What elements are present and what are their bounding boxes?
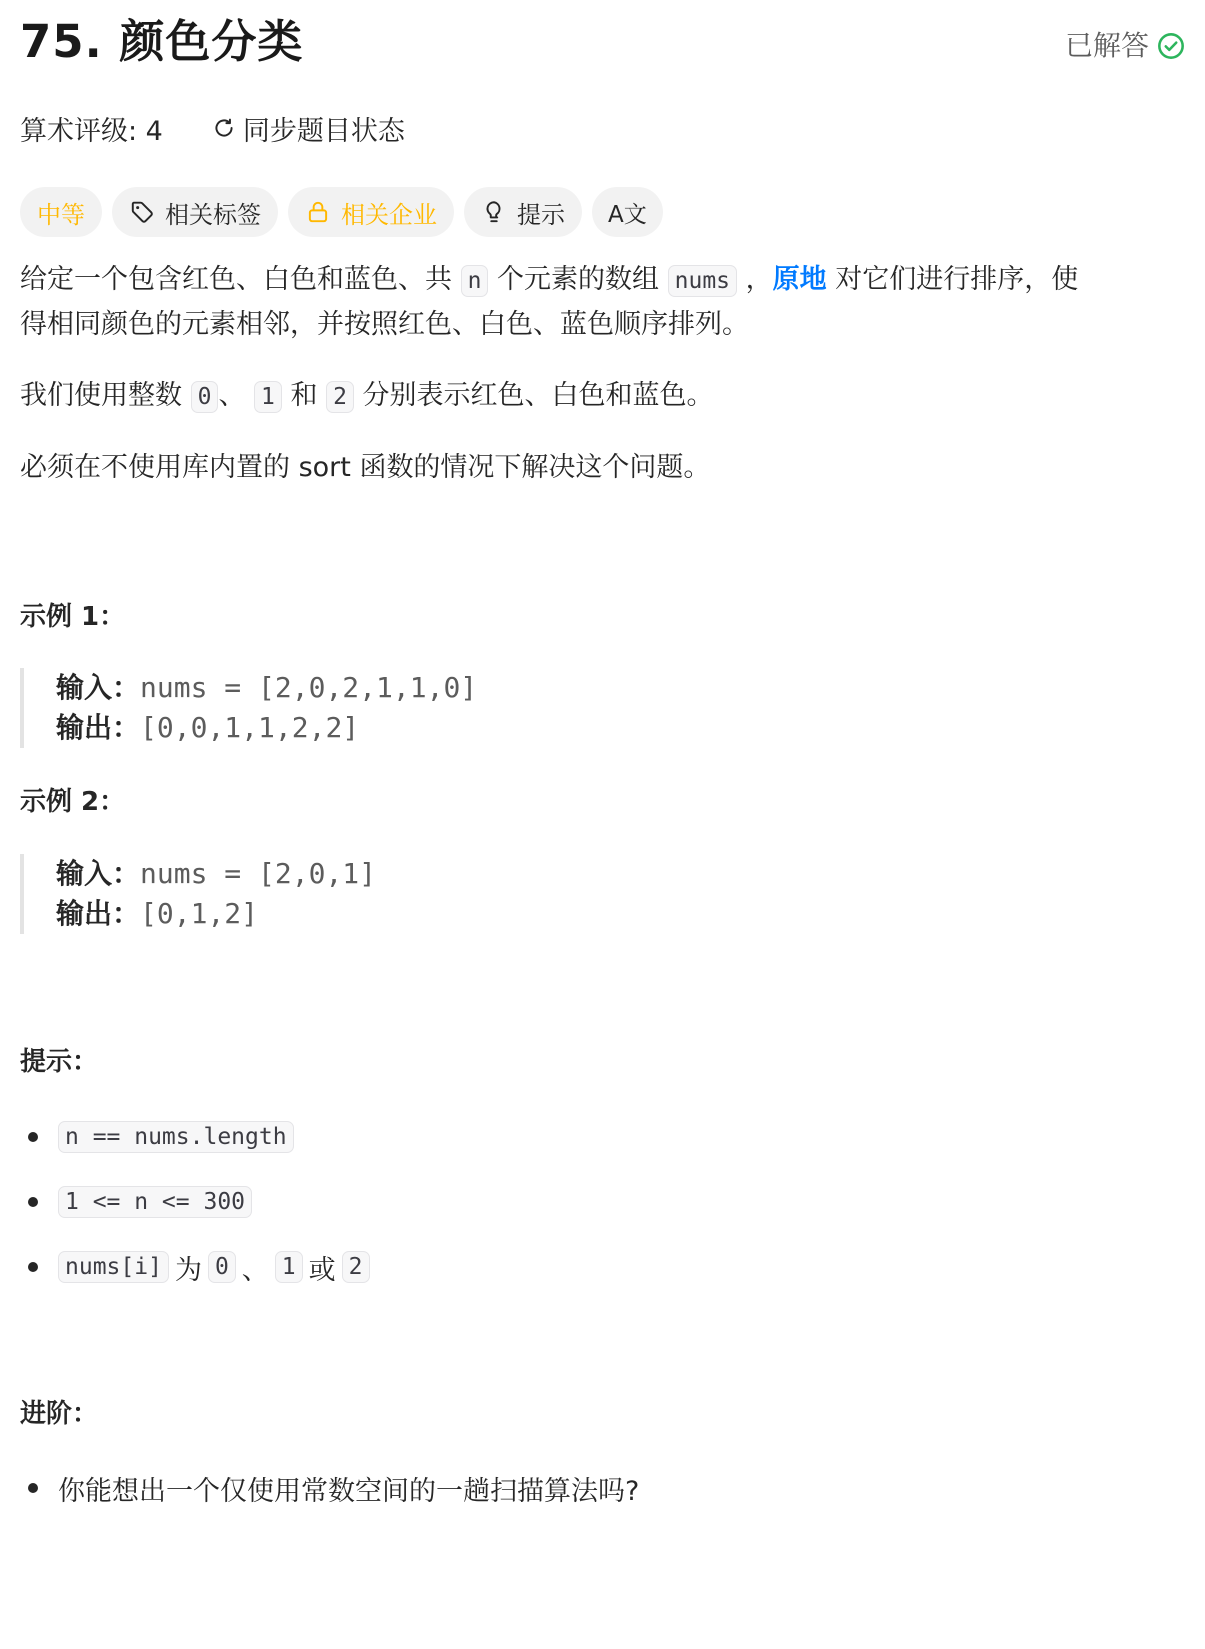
example-2-heading: 示例 2： bbox=[20, 787, 126, 817]
check-circle-icon bbox=[1157, 32, 1185, 60]
text: 、 bbox=[241, 1254, 269, 1286]
example-1-heading: 示例 1： bbox=[20, 602, 126, 632]
related-companies-button[interactable] bbox=[288, 187, 454, 237]
input-value: nums = [2,0,1] bbox=[140, 857, 377, 890]
text: 个元素的数组 bbox=[488, 264, 668, 295]
solved-status bbox=[1065, 26, 1185, 66]
bullet-dot bbox=[28, 1262, 38, 1272]
follow-up-text: 你能想出一个仅使用常数空间的一趟扫描算法吗? bbox=[58, 1475, 640, 1507]
text: 我们使用整数 bbox=[20, 380, 191, 411]
input-label: 输入： bbox=[56, 671, 141, 704]
input-label: 输入： bbox=[56, 857, 141, 890]
text: ， bbox=[737, 264, 773, 295]
inline-code: nums[i] bbox=[58, 1251, 169, 1283]
text: 、 bbox=[218, 380, 255, 411]
tags-row bbox=[20, 186, 673, 238]
problem-title[interactable]: 75. 颜色分类 bbox=[20, 15, 304, 68]
bullet-dot bbox=[28, 1132, 38, 1142]
in-place-link[interactable]: 原地 bbox=[772, 264, 827, 295]
output-value: [0,0,1,1,2,2] bbox=[140, 711, 360, 744]
text: 对它们进行排序，使 bbox=[826, 264, 1079, 295]
sync-label: 同步题目状态 bbox=[242, 115, 405, 147]
description-paragraph-1 bbox=[20, 258, 1185, 347]
example-1-block bbox=[20, 668, 620, 748]
list-item bbox=[20, 1468, 1185, 1508]
inline-code: 1 bbox=[254, 381, 282, 413]
constraints-heading: 提示： bbox=[20, 1047, 99, 1077]
difficulty-rating: 算术评级: 4 bbox=[20, 115, 163, 147]
example-2-block bbox=[20, 854, 620, 934]
related-tags-button[interactable] bbox=[112, 187, 278, 237]
text: 给定一个包含红色、白色和蓝色、共 bbox=[20, 264, 461, 295]
inline-code: nums bbox=[668, 265, 737, 297]
inline-code: n == nums.length bbox=[58, 1121, 294, 1153]
lightbulb-icon bbox=[481, 199, 507, 225]
inline-code: 2 bbox=[326, 381, 354, 413]
text: 或 bbox=[308, 1254, 336, 1286]
hints-button[interactable] bbox=[464, 187, 582, 237]
example-output-line bbox=[56, 894, 620, 934]
sync-status-button[interactable] bbox=[211, 109, 405, 148]
inline-code: 2 bbox=[342, 1251, 370, 1283]
tag-icon bbox=[129, 199, 155, 225]
text: 分别表示红色、白色和蓝色。 bbox=[353, 380, 714, 411]
hints-label: 提示 bbox=[517, 200, 565, 229]
text: 为 bbox=[174, 1254, 202, 1286]
output-value: [0,1,2] bbox=[140, 897, 259, 930]
inline-code: n bbox=[461, 265, 489, 297]
example-input-line bbox=[56, 668, 620, 708]
related-companies-label: 相关企业 bbox=[341, 200, 437, 229]
inline-code: 1 bbox=[275, 1251, 303, 1283]
output-label: 输出： bbox=[56, 897, 141, 930]
example-output-line bbox=[56, 708, 620, 748]
follow-up-heading: 进阶： bbox=[20, 1399, 99, 1429]
description-paragraph-3: 必须在不使用库内置的 sort 函数的情况下解决这个问题。 bbox=[20, 452, 711, 483]
title-row bbox=[20, 6, 1185, 78]
list-item bbox=[20, 1117, 1185, 1157]
difficulty-tag[interactable]: 中等 bbox=[20, 187, 102, 237]
follow-up-list bbox=[20, 1468, 1185, 1533]
translate-icon: A文 bbox=[608, 201, 647, 228]
bullet-dot bbox=[28, 1197, 38, 1207]
description-paragraph-2 bbox=[20, 374, 1185, 419]
inline-code: 0 bbox=[208, 1251, 236, 1283]
meta-row bbox=[20, 108, 405, 148]
text: 和 bbox=[281, 380, 327, 411]
refresh-icon bbox=[211, 115, 237, 141]
constraints-list bbox=[20, 1117, 1185, 1312]
example-input-line bbox=[56, 854, 620, 894]
bullet-dot bbox=[28, 1483, 38, 1493]
solved-label: 已解答 bbox=[1064, 29, 1149, 62]
inline-code: 1 <= n <= 300 bbox=[58, 1186, 252, 1218]
related-tags-label: 相关标签 bbox=[165, 200, 261, 229]
output-label: 输出： bbox=[56, 711, 141, 744]
list-item bbox=[20, 1182, 1185, 1222]
list-item bbox=[20, 1247, 1185, 1287]
text: 得相同颜色的元素相邻，并按照红色、白色、蓝色顺序排列。 bbox=[20, 309, 749, 340]
lock-icon bbox=[305, 199, 331, 225]
inline-code: 0 bbox=[191, 381, 219, 413]
input-value: nums = [2,0,2,1,1,0] bbox=[140, 671, 478, 704]
translate-button[interactable] bbox=[592, 187, 663, 237]
